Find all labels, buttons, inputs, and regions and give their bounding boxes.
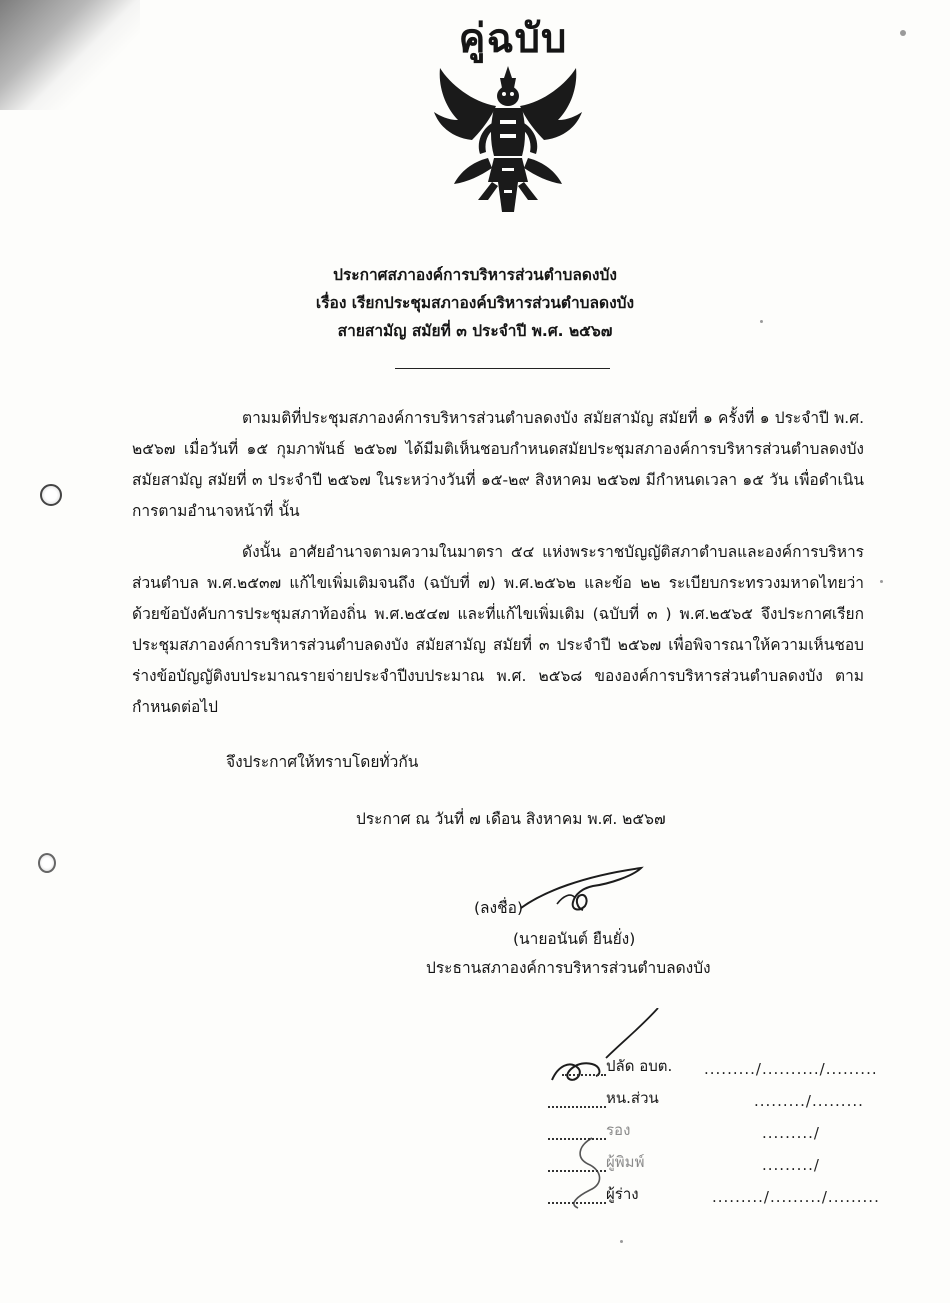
- body-paragraph-2: [132, 537, 864, 723]
- handwritten-signature: [513, 862, 653, 922]
- closing-line: จึงประกาศให้ทราบโดยทั่วกัน: [226, 753, 419, 771]
- routing-row: [548, 1180, 880, 1210]
- routing-label: หน.ส่วน: [606, 1089, 659, 1107]
- routing-block: [548, 1052, 880, 1212]
- title-line-1: ประกาศสภาองค์การบริหารส่วนตำบลดงบัง: [333, 266, 617, 284]
- punch-hole: [38, 853, 56, 873]
- date-slots: ........./: [762, 1124, 820, 1142]
- body-paragraph-1: [132, 403, 864, 527]
- title-line-3: สายสามัญ สมัยที่ ๓ ประจำปี พ.ศ. ๒๕๖๗: [337, 322, 613, 340]
- title-divider: [395, 368, 610, 369]
- routing-row: [548, 1148, 868, 1178]
- signer-position: ประธานสภาองค์การบริหารส่วนตำบลดงบัง: [426, 959, 711, 977]
- routing-label: ผู้พิมพ์: [606, 1153, 645, 1171]
- routing-row: [548, 1084, 868, 1114]
- routing-label: ปลัด อบต.: [606, 1057, 673, 1075]
- dotted-line: [548, 1106, 606, 1108]
- copy-stamp: คู่ฉบับ: [458, 15, 568, 62]
- date-slots: ........./........../.........: [704, 1060, 878, 1078]
- sign-label: (ลงชื่อ): [474, 899, 523, 917]
- date-slots: ........./: [762, 1156, 820, 1174]
- routing-row: [548, 1052, 878, 1082]
- dotted-line: [562, 1074, 606, 1076]
- date-slots: ........./.........: [754, 1092, 864, 1110]
- date-slots: ........./........./.........: [712, 1188, 880, 1206]
- announcement-date: ประกาศ ณ วันที่ ๗ เดือน สิงหาคม พ.ศ. ๒๕๖๗: [356, 810, 666, 828]
- title-line-2: เรื่อง เรียกประชุมสภาองค์บริหารส่วนตำบลดงบัง: [315, 294, 635, 312]
- routing-row: [548, 1116, 868, 1146]
- paragraph-2-text: ดังนั้น อาศัยอำนาจตามความในมาตรา ๕๔ แห่งพระราชบัญญัติสภาตำบลและองค์การบริหารส่วนตำบล พ.ศ.๒๕๓๗ แก้ไขเพิ่มเติมจนถึง (ฉบับที่ ๗) พ.ศ.๒๕๖๒ และข้อ ๒๒ ระเบียบกระทรวงมหาดไทยว่าด้วยข้อบังคับการประชุมสภาท้องถิ่น พ.ศ.๒๕๔๗ และที่แก้ไขเพิ่มเติม (ฉบับที่ ๓ ) พ.ศ.๒๕๖๕ จึงประกาศเรียกประชุมสภาองค์การบริหารส่วนตำบลดงบัง สมัยสามัญ สมัยที่ ๓ ประจำปี ๒๕๖๗ เพื่อพิจารณาให้ความเห็นชอบร่างข้อบัญญัติงบประมาณรายจ่ายประจำปีงบประมาณ พ.ศ. ๒๕๖๘ ขององค์การบริหารส่วนตำบลดงบัง ตามกำหนดต่อไป: [132, 543, 864, 716]
- punch-hole: [40, 484, 62, 506]
- routing-label: รอง: [606, 1121, 631, 1139]
- paragraph-1-text: ตามมติที่ประชุมสภาองค์การบริหารส่วนตำบลดงบัง สมัยสามัญ สมัยที่ ๑ ครั้งที่ ๑ ประจำปี พ.ศ. ๒๕๖๗ เมื่อวันที่ ๑๕ กุมภาพันธ์ ๒๕๖๗ ได้มีมติเห็นชอบกำหนดสมัยประชุมสภาองค์การบริหารส่วนตำบลดงบังสมัยสามัญ สมัยที่ ๓ ประจำปี ๒๕๖๗ ในระหว่างวันที่ ๑๕-๒๙ สิงหาคม ๒๕๖๗ มีกำหนดเวลา ๑๕ วัน เพื่อดำเนินการตามอำนาจหน้าที่ นั้น: [132, 409, 864, 520]
- routing-label: ผู้ร่าง: [606, 1185, 639, 1203]
- dotted-line: [548, 1138, 606, 1140]
- dotted-line: [548, 1202, 606, 1204]
- dotted-line: [548, 1170, 606, 1172]
- signer-name: (นายอนันต์ ยืนยั่ง): [513, 930, 636, 948]
- scan-speck: [880, 580, 883, 583]
- scan-speck: [620, 1240, 623, 1243]
- garuda-emblem: [432, 62, 584, 218]
